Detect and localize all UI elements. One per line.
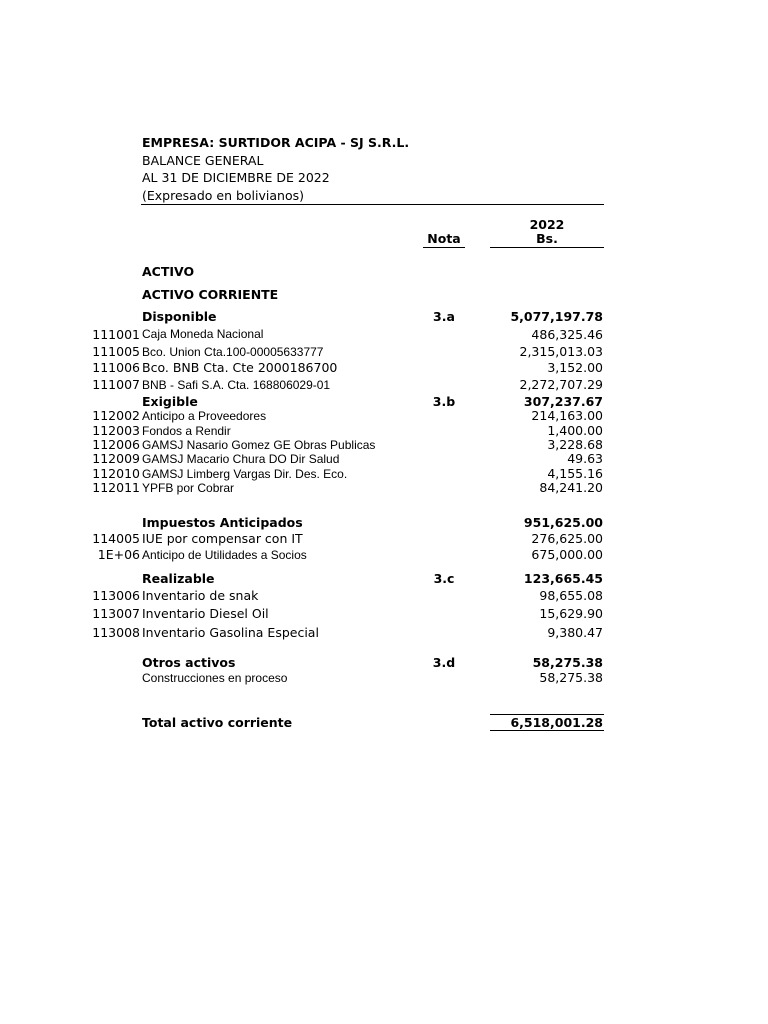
company-name: EMPRESA: SURTIDOR ACIPA - SJ S.R.L. [142,135,410,150]
nota-exigible: 3.b [432,394,456,409]
account-code: 111006 [92,360,140,375]
account-code: 113006 [92,588,140,603]
account-code: 111007 [92,377,140,392]
account-name: Fondos a Rendir [142,424,231,438]
total-activo-corriente-label: Total activo corriente [142,715,293,730]
account-name: Bco. Union Cta.100-00005633777 [142,345,324,359]
account-amount: 49.63 [567,451,603,466]
account-amount: 3,152.00 [547,360,603,375]
account-code: 112003 [92,423,140,438]
account-amount: 3,228.68 [547,437,603,452]
account-amount: 98,655.08 [539,588,603,603]
account-name: BNB - Safi S.A. Cta. 168806029-01 [142,378,331,392]
account-amount: 84,241.20 [539,480,603,495]
group-disponible: Disponible [142,309,217,324]
account-amount: 58,275.38 [539,670,603,685]
account-code: 111005 [92,344,140,359]
nota-otros-activos: 3.d [432,655,456,670]
total-otros-activos: 58,275.38 [532,655,603,670]
account-name: Inventario Gasolina Especial [142,625,319,640]
account-code: 113007 [92,606,140,621]
total-activo-corriente-amount: 6,518,001.28 [510,715,603,730]
report-title: BALANCE GENERAL [142,153,264,168]
total-disponible: 5,077,197.78 [510,309,603,324]
year-header: 2022 [529,217,565,232]
account-name: Caja Moneda Nacional [142,327,264,341]
amount-underline [490,247,604,248]
total-realizable: 123,665.45 [523,571,603,586]
account-name: YPFB por Cobrar [142,481,235,495]
account-name: Bco. BNB Cta. Cte 2000186700 [142,360,338,375]
account-name: IUE por compensar con IT [142,531,303,546]
account-amount: 2,272,707.29 [519,377,603,392]
account-code: 112011 [92,480,140,495]
total-impuestos: 951,625.00 [523,515,603,530]
nota-disponible: 3.a [433,309,455,324]
currency-note: (Expresado en bolivianos) [142,188,304,203]
account-amount: 486,325.46 [531,327,603,342]
account-amount: 214,163.00 [531,408,603,423]
account-code: 112006 [92,437,140,452]
account-name: Anticipo a Proveedores [142,409,267,423]
group-realizable: Realizable [142,571,215,586]
account-code: 113008 [92,625,140,640]
account-name: GAMSJ Nasario Gomez GE Obras Publicas [142,438,376,452]
group-otros-activos: Otros activos [142,655,236,670]
account-amount: 2,315,013.03 [519,344,603,359]
group-exigible: Exigible [142,394,198,409]
account-code: 112009 [92,451,140,466]
account-amount: 1,400.00 [547,423,603,438]
account-code: 1E+06 [97,547,140,562]
account-code: 112010 [92,466,140,481]
unit-header: Bs. [536,231,558,246]
account-amount: 4,155.16 [547,466,603,481]
nota-realizable: 3.c [433,571,455,586]
section-activo-corriente: ACTIVO CORRIENTE [142,287,279,302]
account-name: Inventario Diesel Oil [142,606,269,621]
account-amount: 276,625.00 [531,531,603,546]
account-code: 114005 [92,531,140,546]
account-name: Construcciones en proceso [142,671,288,685]
nota-underline [423,247,465,248]
total-exigible: 307,237.67 [523,394,603,409]
total-bottom-rule [490,730,604,731]
nota-header: Nota [427,231,461,246]
account-name: Anticipo de Utilidades a Socios [142,548,307,562]
report-date: AL 31 DE DICIEMBRE DE 2022 [142,170,330,185]
account-name: GAMSJ Macario Chura DO Dir Salud [142,452,340,466]
account-code: 112002 [92,408,140,423]
account-code: 111001 [92,327,140,342]
group-impuestos: Impuestos Anticipados [142,515,303,530]
account-amount: 9,380.47 [547,625,603,640]
section-activo: ACTIVO [142,264,195,279]
account-amount: 15,629.90 [539,606,603,621]
header-divider [141,204,604,205]
account-amount: 675,000.00 [531,547,603,562]
account-name: GAMSJ Limberg Vargas Dir. Des. Eco. [142,467,348,481]
account-name: Inventario de snak [142,588,259,603]
